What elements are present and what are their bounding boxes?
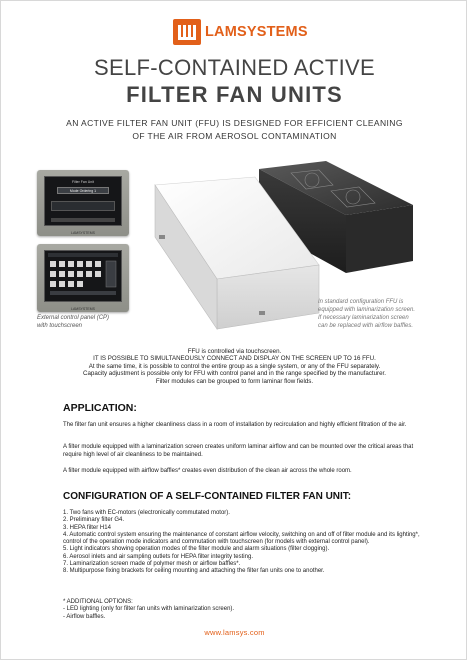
caption-line: equipped with laminarization screen.: [318, 307, 416, 313]
footer-url[interactable]: www.lamsys.com: [204, 628, 265, 637]
additional-item: - Airflow baffles.: [63, 613, 106, 620]
caption-line: External control panel (CP): [37, 315, 110, 321]
application-paragraph-1: The filter fan unit ensures a higher cleanliness class in a room of installation by recirculation and highly efficient filtration of the air.: [63, 422, 407, 428]
standard-configuration-caption: [318, 298, 430, 330]
page-title-line1: SELF-CONTAINED ACTIVE: [94, 55, 375, 80]
intro-line: FFU is controlled via touchscreen.: [187, 348, 282, 355]
list-item: 4. Automatic control system ensuring the maintenance of constant airflow velocity, switching on and off of filter module and its lighting*, control of the operation mode indicators and commutation with touchscreen (for models with external control panel).: [63, 531, 420, 546]
application-heading: APPLICATION:: [63, 402, 137, 414]
control-panel-image-1: [37, 170, 129, 236]
additional-options: [63, 599, 234, 621]
caption-line: If necessary laminarization screen: [318, 315, 409, 321]
lamsystems-logo: [173, 19, 308, 45]
control-panel-image-2: [37, 244, 129, 312]
caption-line: can be replaced with airflow baffles.: [318, 323, 414, 329]
list-item: 5. Light indicators showing operation modes of the filter module and alarm situations (filter clogging).: [63, 546, 330, 553]
panel-brand-label-2: LAMSYSTEMS: [71, 307, 95, 311]
lamsystems-logo-icon: [173, 19, 201, 45]
control-panel-caption: [37, 314, 109, 330]
list-item: 1. Two fans with EC-motors (electronically commutated motor).: [63, 510, 230, 516]
screen-bottom-bar: [51, 218, 115, 222]
subtitle-line2: OF THE AIR FROM AEROSOL CONTAMINATION: [132, 131, 337, 141]
screen-status-strip: [51, 201, 115, 211]
list-item: 3. HEPA filter H14: [63, 524, 111, 531]
intro-line: Filter modules can be grouped to form laminar flow fields.: [155, 377, 314, 385]
logo-text: LAMSYSTEMS: [205, 24, 308, 40]
additional-heading: * ADDITIONAL OPTIONS:: [63, 599, 133, 605]
touchscreen-display: [44, 176, 122, 226]
list-item: 2. Preliminary filter G4.: [63, 517, 125, 524]
panel-brand-label: LAMSYSTEMS: [71, 231, 95, 235]
screen-mode-button: Mode Ordering 1: [57, 187, 109, 194]
configuration-heading: CONFIGURATION OF A SELF-CONTAINED FILTER FAN UNIT:: [63, 491, 352, 502]
intro-line: At the same time, it is possible to control the entire group as a single system, or any of the FFU separately.: [88, 362, 381, 370]
list-item: 7. Laminarization screen made of polymer mesh or airflow baffles*.: [63, 561, 241, 568]
caption-line: In standard configuration FFU is: [318, 299, 404, 305]
touchscreen-grid-display: [44, 250, 122, 302]
application-paragraph-3: A filter module equipped with airflow baffles* creates even distribution of the clean air across the whole room.: [63, 468, 352, 474]
page-subtitle: [61, 117, 408, 143]
caption-line: with touchscreen: [37, 323, 83, 329]
page-title-line2: FILTER FAN UNITS: [126, 82, 343, 107]
subtitle-line1: AN ACTIVE FILTER FAN UNIT (FFU) IS DESIGNED FOR EFFICIENT CLEANING: [66, 118, 403, 128]
screen-title: Filter Fan Unit: [72, 180, 94, 184]
additional-item: - LED lighting (only for filter fan units with laminarization screen).: [63, 606, 235, 613]
list-item: 6. Aerosol inlets and air sampling outlets for HEPA filter integrity testing.: [63, 553, 253, 560]
intro-text: [41, 348, 428, 385]
intro-line: IT IS POSSIBLE TO SIMULTANEOUSLY CONNECT AND DISPLAY ON THE SCREEN UP TO 16 FFU.: [93, 355, 376, 363]
intro-line: Capacity adjustment is possible only for FFU with control panel and in the range specified by the manufacturer.: [82, 370, 386, 378]
list-item: 8. Multipurpose fixing brackets for ceiling mounting and attaching the filter fan units one to another.: [63, 568, 325, 575]
ffu-grid-icons: [45, 251, 121, 301]
configuration-list: [63, 510, 423, 576]
application-paragraph-2: A filter module equipped with a laminarization screen creates uniform laminar airflow and can be mounted over the critical areas that require high level of air cleanliness to be maintained.: [63, 444, 414, 458]
